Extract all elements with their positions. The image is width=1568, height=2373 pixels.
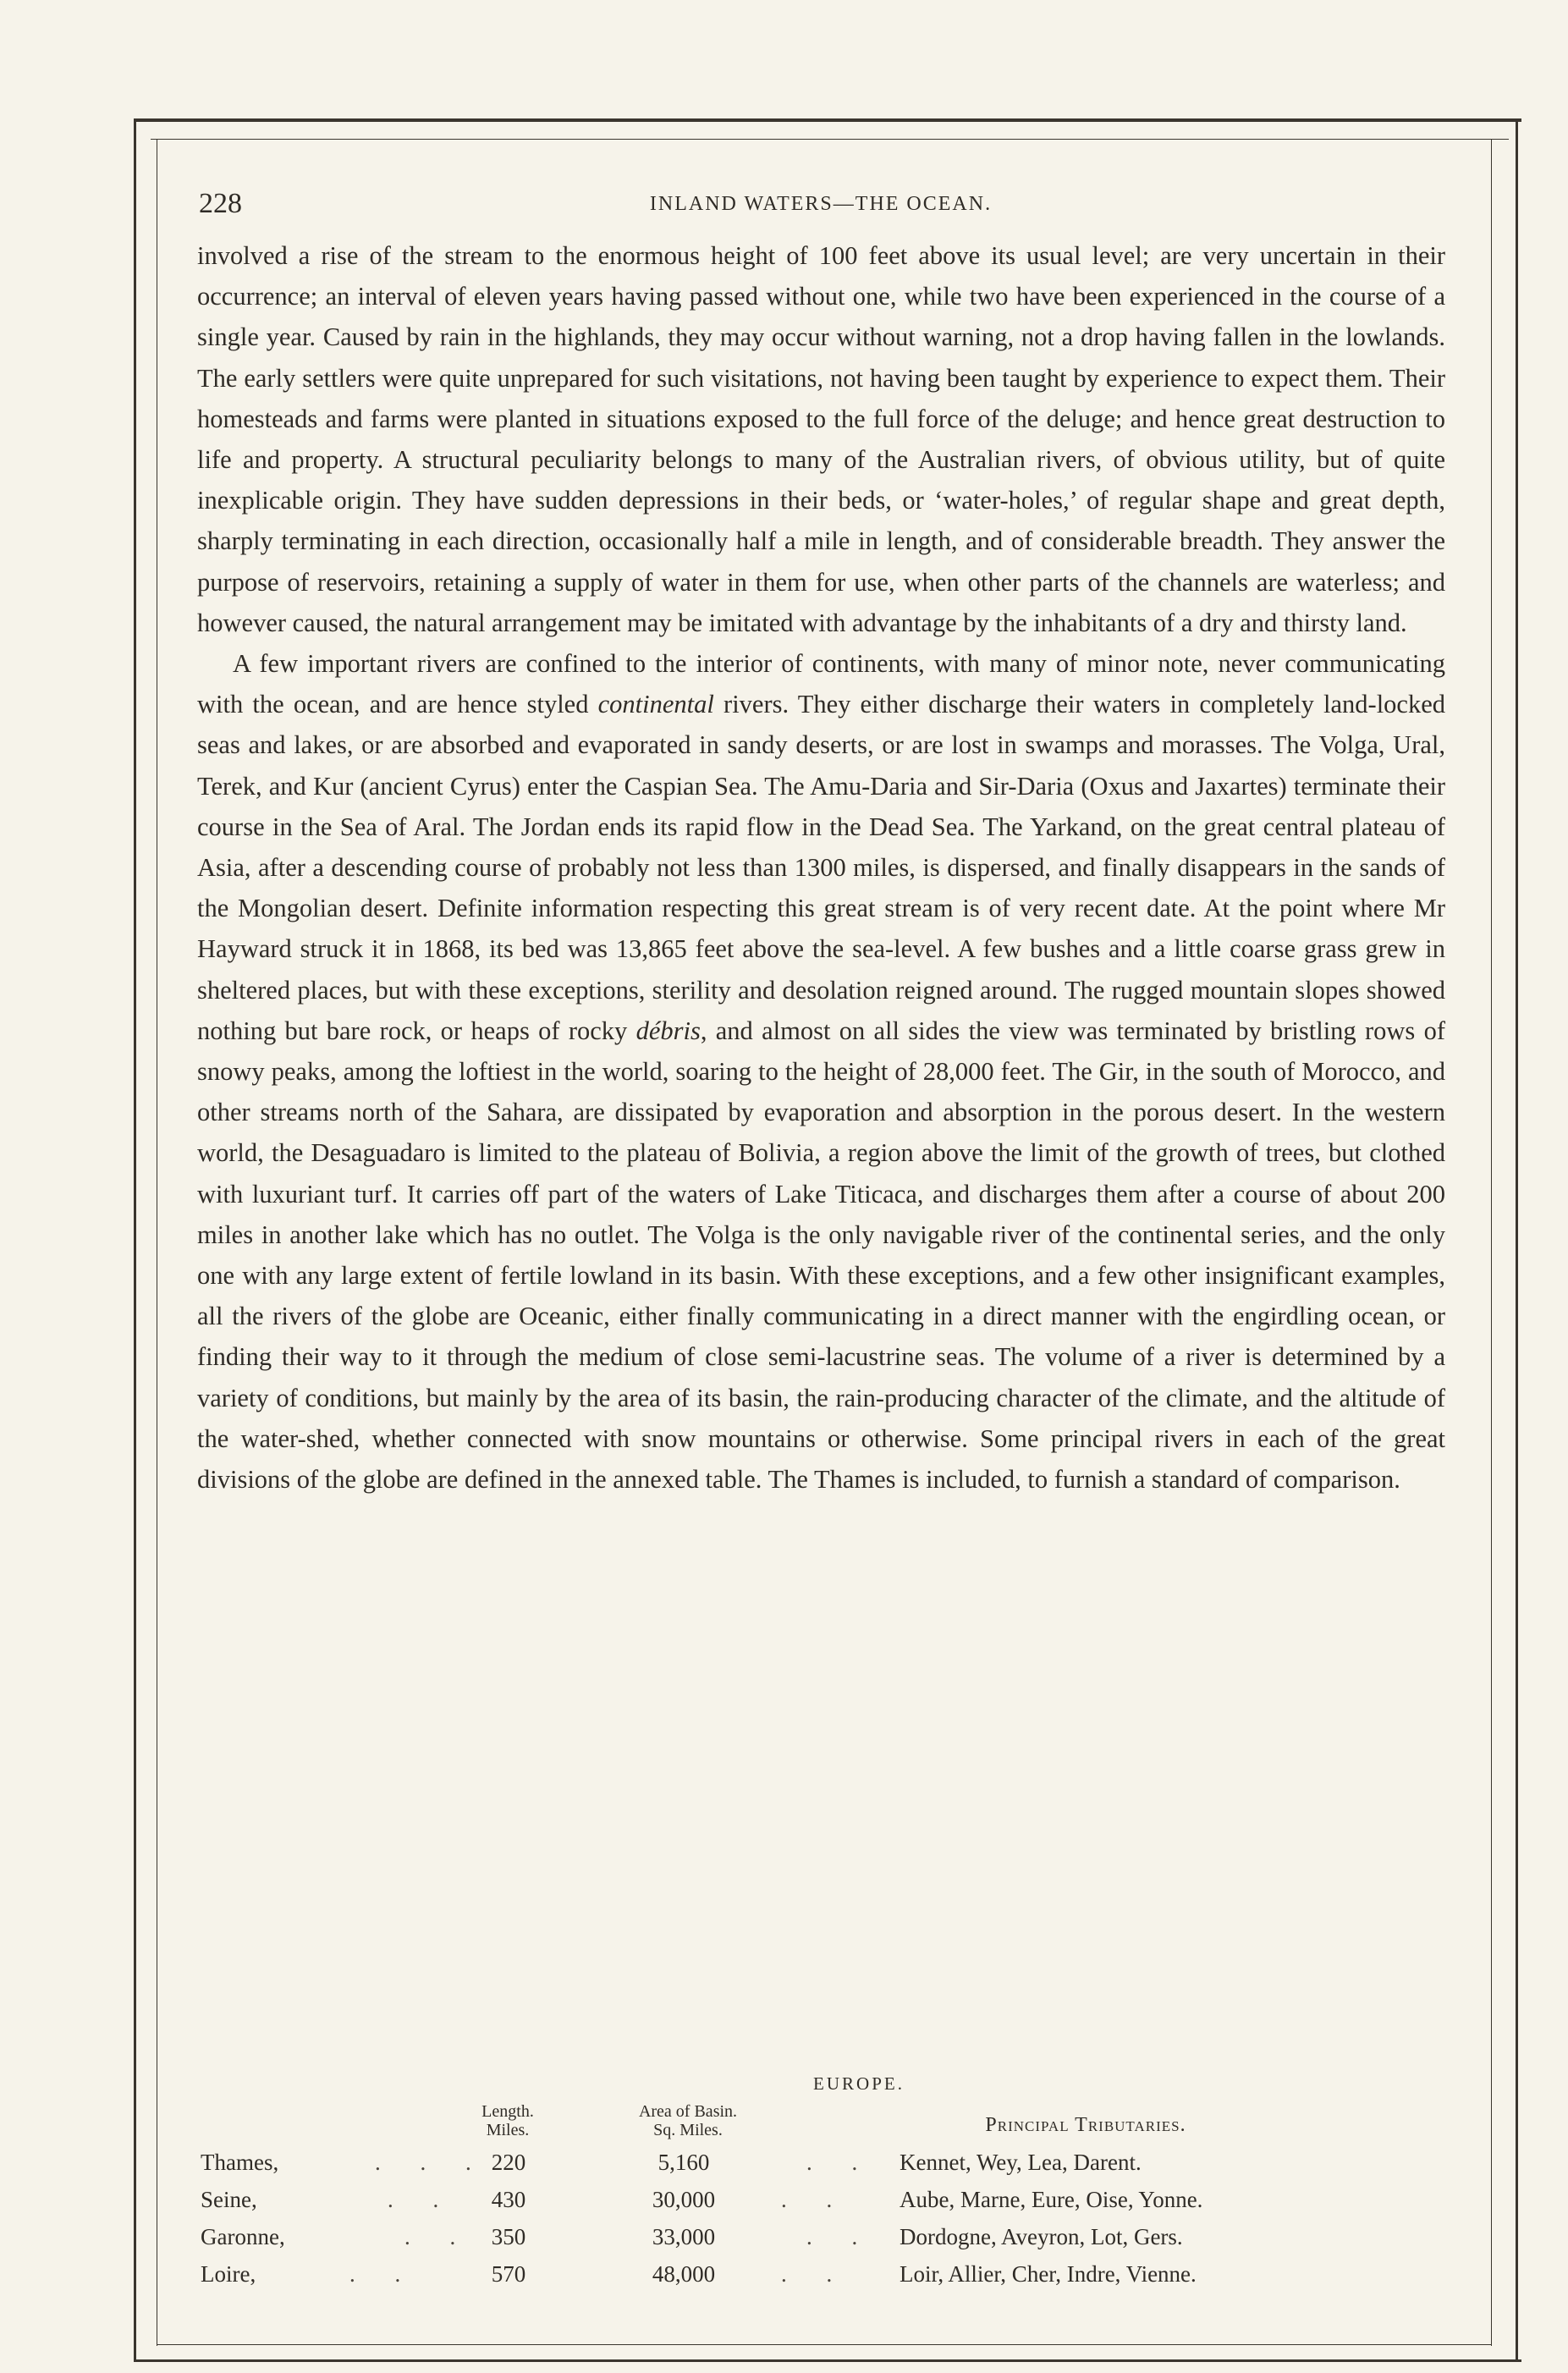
- paragraph-1: involved a rise of the stream to the enormous height of 100 feet above its usual level; are very uncertain in their occurrence; an interval of eleven years having passed without one, while two have been experienced in the course of a single year. Caused by rain in the highlands, they may occur without warning, not a drop having fallen in the lowlands. The early settlers were quite unprepared for such visitations, not having been taught by experience to expect them. Their homesteads and farms were planted in situations exposed to the full force of the deluge; and hence great destruction to life and property. A structural peculiarity belongs to many of the Australian rivers, of obvious utility, but of quite inexplicable origin. They have sudden depressions in their beds, or ‘water-holes,’ of regular shape and great depth, sharply terminating in each direction, occasionally half a mile in length, and of considerable breadth. They answer the purpose of reservoirs, retaining a supply of water in them for use, when other parts of the channels are waterless; and however caused, the natural arrangement may be imitated with advantage by the inhabitants of a dry and thirsty land.: [197, 241, 1445, 637]
- frame-inner-right-rule: [1491, 139, 1492, 2346]
- river-name: Thames,: [201, 2150, 279, 2175]
- running-head: [199, 188, 1443, 222]
- leader-dots: . .: [781, 2187, 850, 2212]
- leader-dots: . .: [388, 2187, 456, 2212]
- leader-dots: . .: [349, 2261, 418, 2287]
- leader-dots: . .: [781, 2261, 850, 2287]
- page-number: 228: [199, 188, 242, 219]
- river-area: 5,160: [657, 2150, 710, 2175]
- table-caption: EUROPE.: [813, 2073, 905, 2094]
- river-name: Seine,: [201, 2187, 257, 2212]
- running-title: INLAND WATERS—THE OCEAN.: [649, 193, 993, 215]
- header-tributaries: Principal Tributaries.: [985, 2114, 1186, 2136]
- river-name: Loire,: [201, 2261, 256, 2287]
- leader-dots: . .: [806, 2224, 875, 2249]
- paragraph-2: A few important rivers are confined to the interior of continents, with many of minor note, never communicating with the ocean, and are hence styled continental rivers. They either discharge their waters in completely land-locked seas and lakes, or are absorbed and evaporated in sandy deserts, or are lost in swamps and morasses. The Volga, Ural, Terek, and Kur (ancient Cyrus) enter the Caspian Sea. The Amu-Daria and Sir-Daria (Oxus and Jaxartes) terminate their course in the Sea of Aral. The Jordan ends its rapid flow in the Dead Sea. The Yarkand, on the great central plateau of Asia, after a descending course of probably not less than 1300 miles, is dispersed, and finally disappears in the sands of the Mongolian desert. Definite information respecting this great stream is of very recent date. At the point where Mr Hayward struck it in 1868, its bed was 13,865 feet above the sea-level. A few bushes and a little coarse grass grew in sheltered places, but with these exceptions, sterility and desolation reigned around. The rugged mountain slopes showed nothing but bare rock, or heaps of rocky débris, and almost on all sides the view was terminated by bristling rows of snowy peaks, among the loftiest in the world, soaring to the height of 28,000 feet. The Gir, in the south of Morocco, and other streams north of the Sahara, are dissipated by evaporation and absorption in the porous desert. In the western world, the Desaguadaro is limited to the plateau of Bolivia, a region above the limit of the growth of trees, but clothed with luxuriant turf. It carries off part of the waters of Lake Titicaca, and discharges them after a course of about 200 miles in another lake which has no outlet. The Volga is the only navigable river of the continental series, and the only one with any large extent of fertile lowland in its basin. With these exceptions, and a few other insignificant examples, all the rivers of the globe are Oceanic, either finally communicating in a direct manner with the engirdling ocean, or finding their way to it through the medium of close semi-lacustrine seas. The volume of a river is determined by a variety of conditions, but mainly by the area of its basin, the rain-producing character of the climate, and the altitude of the water-shed, whether connected with snow mountains or otherwise. Some principal rivers in each of the great divisions of the globe are defined in the annexed table. The Thames is included, to furnish a standard of comparison.: [197, 649, 1445, 1495]
- table-row: [197, 2187, 1445, 2217]
- river-length: 220: [491, 2150, 526, 2175]
- river-tributaries: Dordogne, Aveyron, Lot, Gers.: [900, 2224, 1183, 2249]
- frame-left-rule: [134, 118, 136, 2361]
- river-length: 570: [491, 2261, 526, 2287]
- river-tributaries: Kennet, Wey, Lea, Darent.: [900, 2150, 1142, 2175]
- header-area: Area of Basin. Sq. Miles.: [638, 2102, 738, 2139]
- table-row: [197, 2224, 1445, 2255]
- leader-dots: . .: [806, 2150, 875, 2175]
- frame-right-rule: [1516, 118, 1518, 2361]
- frame-top-rule: [134, 118, 1521, 122]
- leader-dots: . . .: [375, 2150, 488, 2175]
- river-tributaries: Aube, Marne, Eure, Oise, Yonne.: [900, 2187, 1203, 2212]
- river-area: 48,000: [652, 2261, 716, 2287]
- leader-dots: . .: [404, 2224, 473, 2249]
- body-text: [197, 235, 1445, 1500]
- frame-inner-bottom-rule: [157, 2344, 1492, 2345]
- header-length: Length. Miles.: [481, 2102, 534, 2139]
- river-name: Garonne,: [201, 2224, 285, 2249]
- river-area: 30,000: [652, 2187, 716, 2212]
- river-tributaries: Loir, Allier, Cher, Indre, Vienne.: [900, 2261, 1197, 2287]
- river-area: 33,000: [652, 2224, 716, 2249]
- table-row: [197, 2261, 1445, 2292]
- river-length: 350: [491, 2224, 526, 2249]
- river-length: 430: [491, 2187, 526, 2212]
- table-row: [197, 2150, 1445, 2180]
- frame-inner-top-rule: [151, 139, 1509, 140]
- frame-bottom-rule: [134, 2359, 1521, 2362]
